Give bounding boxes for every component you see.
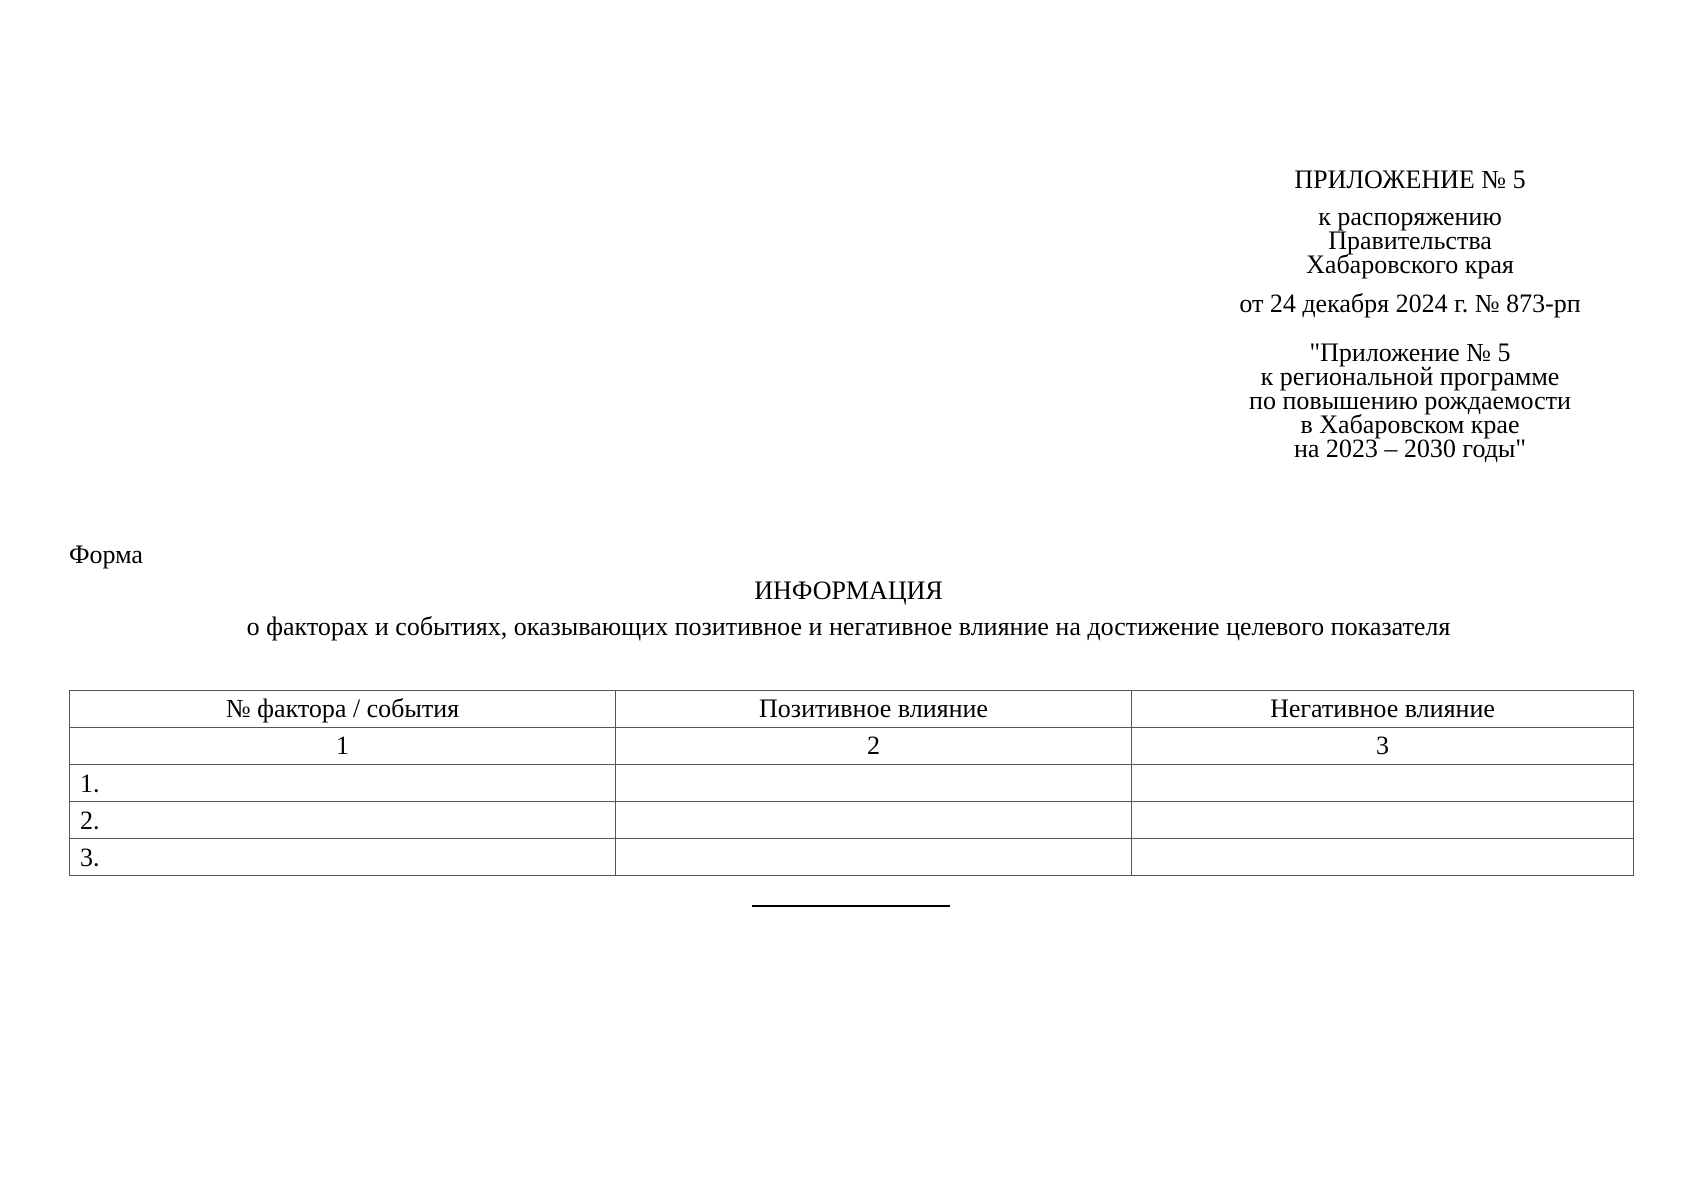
row-number-cell: 3. — [70, 839, 616, 876]
table-row — [70, 839, 1634, 876]
positive-impact-cell — [616, 802, 1132, 839]
column-number: 2 — [616, 728, 1132, 765]
original-annex-line: по повышению рождаемости — [1249, 386, 1571, 415]
original-annex-line: на 2023 – 2030 годы" — [1293, 434, 1527, 463]
approval-title-block — [1180, 165, 1640, 194]
approval-date: от 24 декабря 2024 г. № 873-рп — [1239, 289, 1581, 318]
approval-basis-line: к распоряжению — [1318, 202, 1502, 231]
table-row — [70, 802, 1634, 839]
end-of-document-rule — [752, 905, 950, 907]
table-row — [70, 765, 1634, 802]
negative-impact-cell — [1132, 765, 1634, 802]
positive-impact-cell — [616, 839, 1132, 876]
approval-date-block — [1180, 289, 1640, 318]
header-negative-impact: Негативное влияние — [1132, 691, 1634, 728]
row-number-cell: 2. — [70, 802, 616, 839]
row-number-cell: 1. — [70, 765, 616, 802]
document-title: ИНФОРМАЦИЯ — [754, 576, 943, 605]
approval-title: ПРИЛОЖЕНИЕ № 5 — [1294, 165, 1526, 194]
document-subtitle: о факторах и событиях, оказывающих позитивное и негативное влияние на достижение целевого показателя — [246, 612, 1451, 641]
original-annex-line: в Хабаровском крае — [1300, 410, 1520, 439]
original-annex-block — [1180, 338, 1640, 463]
original-annex-line: к региональной программе — [1260, 362, 1560, 391]
positive-impact-cell — [616, 765, 1132, 802]
table-header-row — [70, 691, 1634, 728]
approval-basis-line: Хабаровского края — [1306, 250, 1514, 279]
factors-table — [69, 690, 1634, 876]
table-column-number-row — [70, 728, 1634, 765]
approval-basis-line: Правительства — [1328, 226, 1492, 255]
negative-impact-cell — [1132, 839, 1634, 876]
column-number: 1 — [70, 728, 616, 765]
original-annex-line: "Приложение № 5 — [1309, 338, 1511, 367]
column-number: 3 — [1132, 728, 1634, 765]
header-factor-number: № фактора / события — [70, 691, 616, 728]
approval-basis-block — [1180, 202, 1640, 279]
negative-impact-cell — [1132, 802, 1634, 839]
form-label: Форма — [69, 540, 143, 569]
header-positive-impact: Позитивное влияние — [616, 691, 1132, 728]
